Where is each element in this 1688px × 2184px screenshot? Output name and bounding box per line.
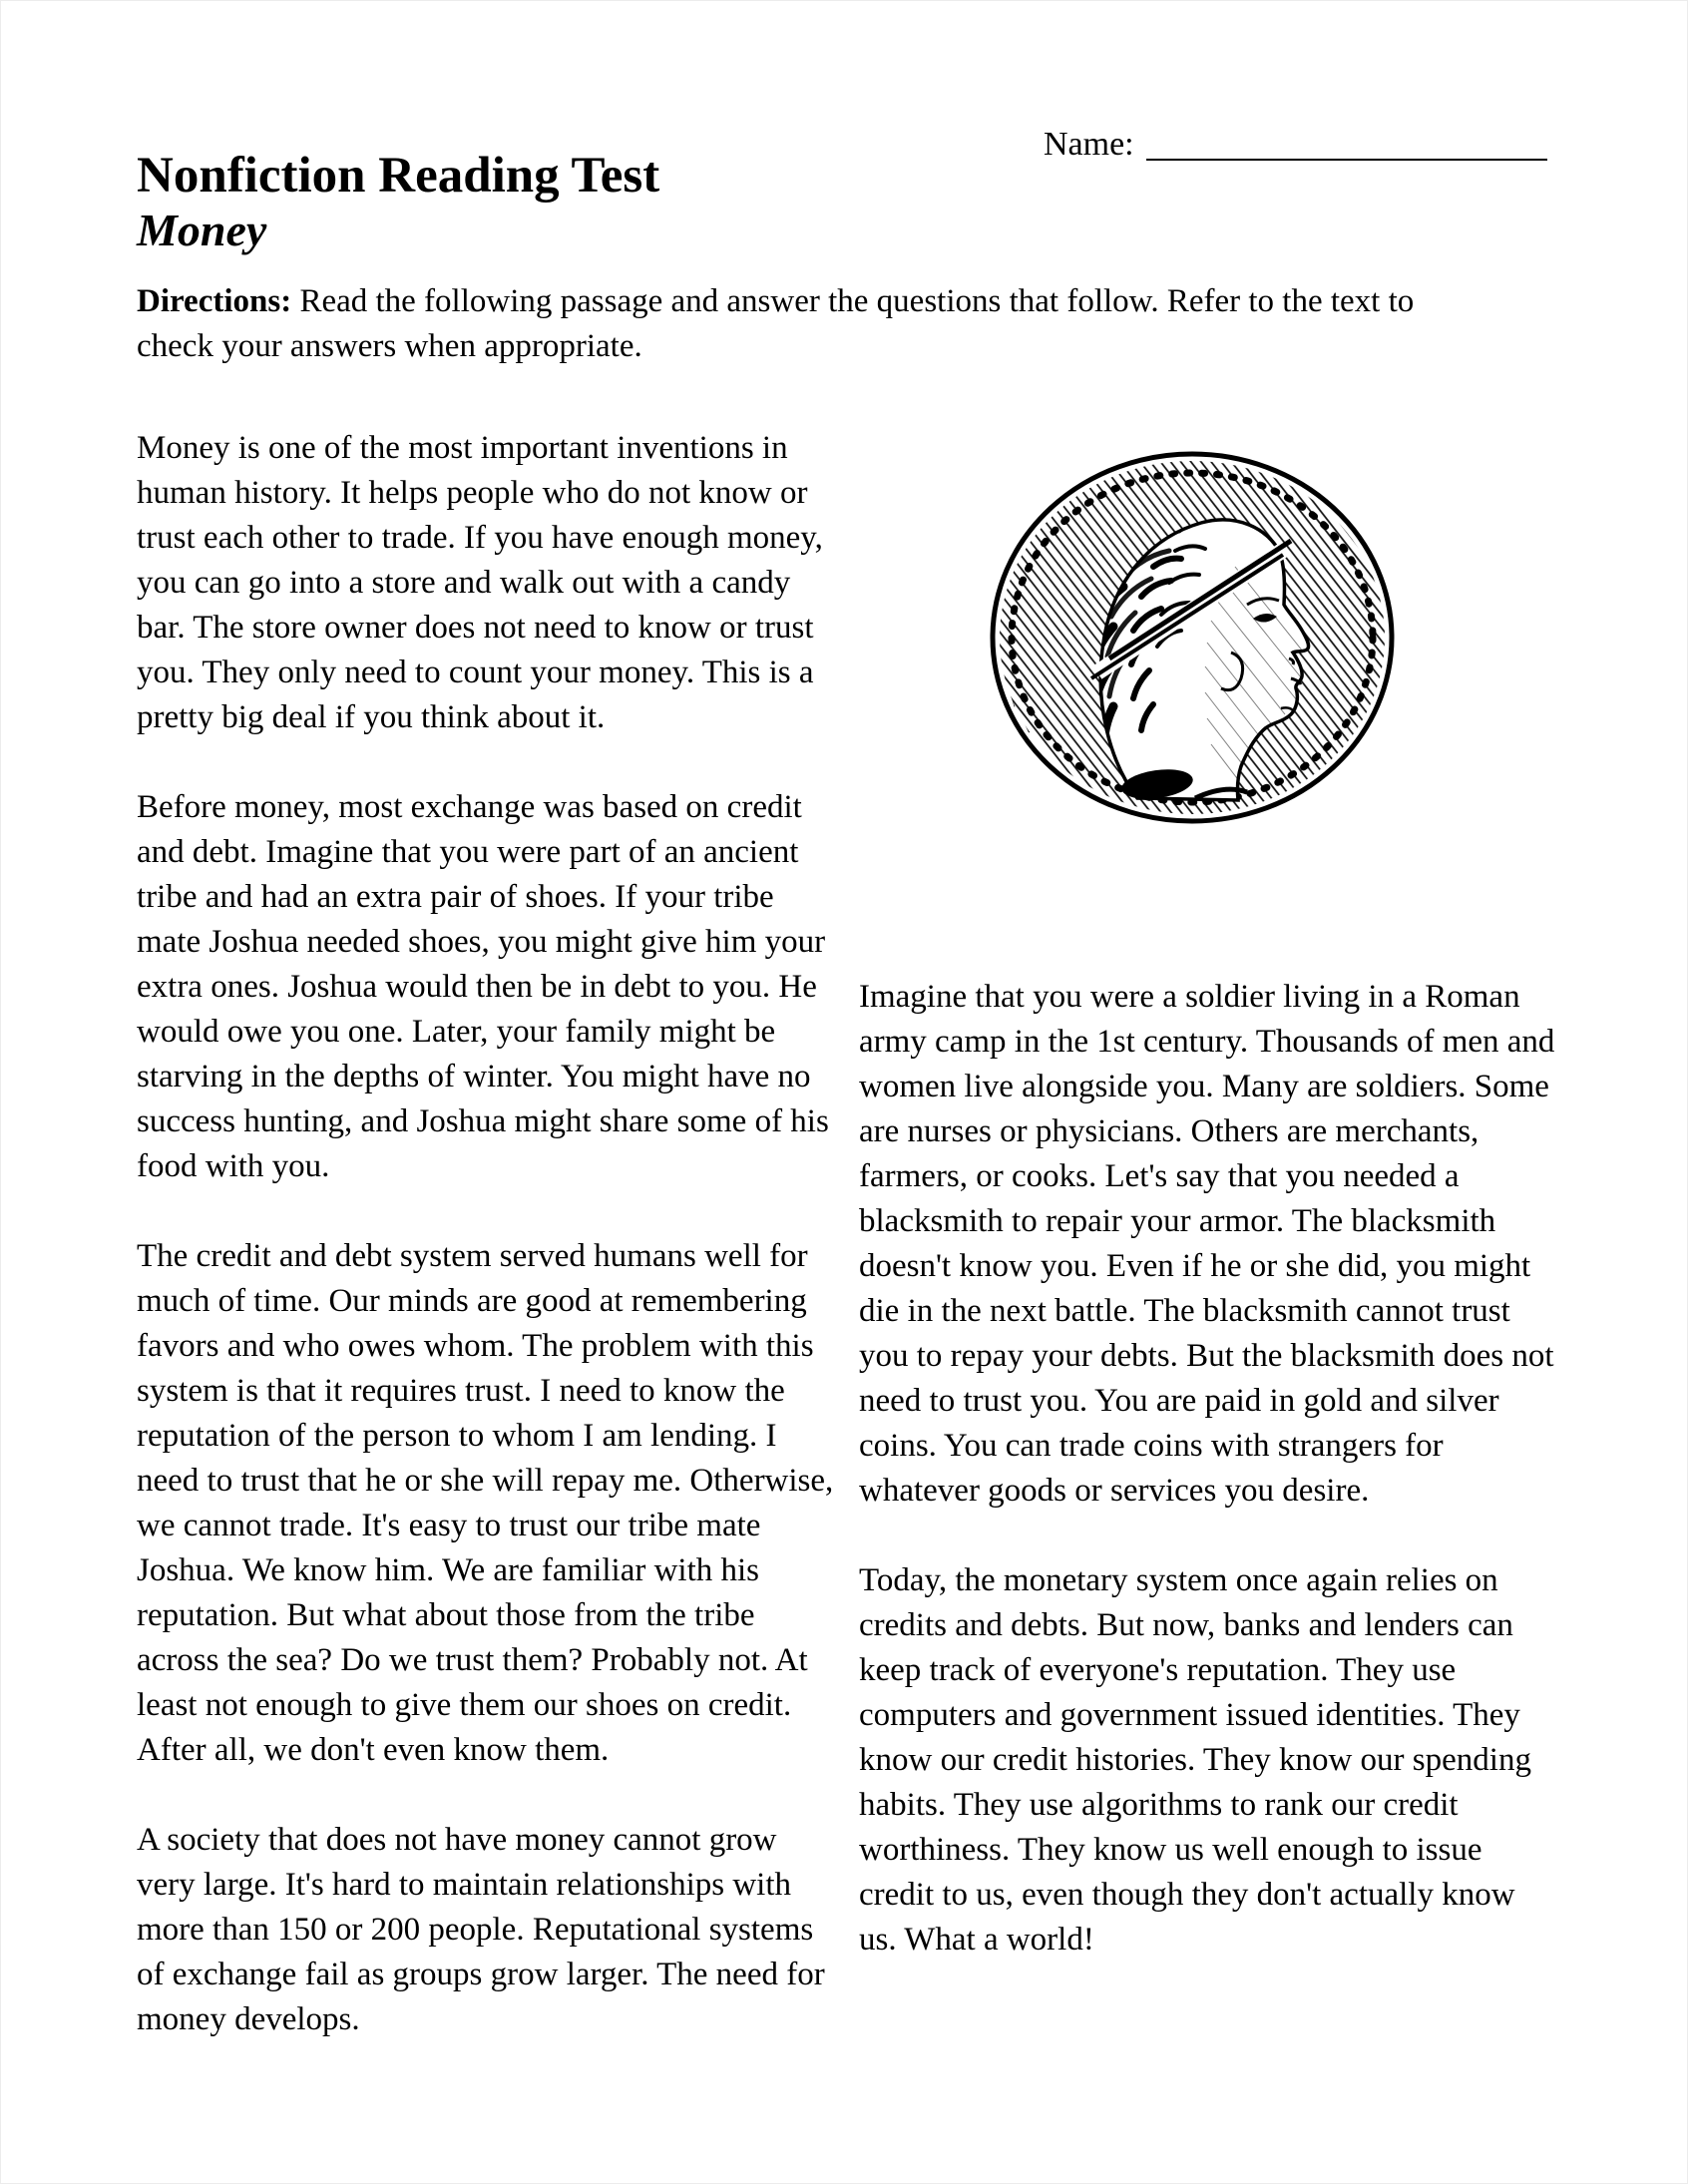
page-title: Nonfiction Reading Test <box>137 148 660 204</box>
passage-left-column <box>137 426 835 2087</box>
coin-icon <box>986 447 1399 828</box>
name-row <box>1044 122 1547 167</box>
directions <box>137 279 1434 369</box>
name-label: Name: <box>1044 126 1134 163</box>
passage-right-column <box>859 975 1557 2007</box>
name-blank-line <box>1146 125 1547 161</box>
directions-label: Directions: <box>137 283 292 319</box>
page-subtitle: Money <box>137 205 267 255</box>
passage-paragraph-6: Today, the monetary system once again relies on credits and debts. But now, banks and lenders can keep track of everyone's reputation. They use computers and government issued identities. They know our credit histories. They know our spending habits. They use algorithms to rank our credit worthiness. They know us well enough to issue credit to us, even though they don't actually know us. What a world! <box>859 1562 1531 1958</box>
directions-text: Read the following passage and answer the questions that follow. Refer to the text to check your answers when appropriate. <box>137 283 1415 364</box>
passage-paragraph-5: Imagine that you were a soldier living in a Roman army camp in the 1st century. Thousands of men and women live alongside you. Many are soldiers. Some are nurses or physicians. Others are merchants, farmers, or cooks. Let's say that you needed a blacksmith to repair your armor. The blacksmith doesn't know you. Even if he or she did, you might die in the next battle. The blacksmith cannot trust you to repay your debts. But the blacksmith does not need to trust you. You are paid in gold and silver coins. You can trade coins with strangers for whatever goods or services you desire. <box>859 979 1555 1509</box>
passage-paragraph-4: A society that does not have money cannot grow very large. It's hard to maintain relationships with more than 150 or 200 people. Reputational systems of exchange fail as groups grow larger. The need for money develops. <box>137 1822 825 2037</box>
passage-paragraph-2: Before money, most exchange was based on credit and debt. Imagine that you were part of an ancient tribe and had an extra pair of shoes. If your tribe mate Joshua needed shoes, you might give him your extra ones. Joshua would then be in debt to you. He would owe you one. Later, your family might be starving in the depths of winter. You might have no success hunting, and Joshua might share some of his food with you. <box>137 789 829 1184</box>
passage-paragraph-1: Money is one of the most important inventions in human history. It helps people who do not know or trust each other to trade. If you have enough money, you can go into a store and walk out with a candy bar. The store owner does not need to know or trust you. They only need to count your money. This is a pretty big deal if you think about it. <box>137 430 823 735</box>
passage-paragraph-3: The credit and debt system served humans well for much of time. Our minds are good at remembering favors and who owes whom. The problem with this system is that it requires trust. I need to know the reputation of the person to whom I am lending. I need to trust that he or she will repay me. Otherwise, we cannot trade. It's easy to trust our tribe mate Joshua. We know him. We are familiar with his reputation. But what about those from the tribe across the sea? Do we trust them? Probably not. At least not enough to give them our shoes on credit. After all, we don't even know them. <box>137 1238 834 1768</box>
coin-image <box>986 447 1399 828</box>
